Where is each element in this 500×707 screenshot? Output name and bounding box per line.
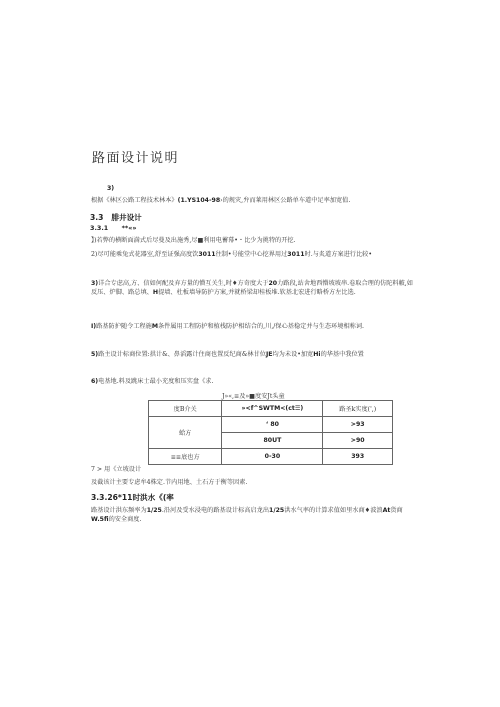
item-7-text: 7 > 用《立坡设计 [91,466,142,473]
section-3-3-26-heading: 3.3.26*11时洪水《(率 [91,493,174,502]
compaction-table [148,400,393,465]
table-header-cell: 度B介关 [149,401,222,417]
table-cell: ‘ 80 [222,417,323,433]
table-row [149,417,393,433]
item-6-text: 6)电基地.料及跳床士最小充度和压实盘《求. [91,378,214,385]
table-cell: 0-30 [222,449,323,465]
item-2-text: 2)尽可能乘兔式花器室,舒至证强高度饮3011往制•号能堂中心挖界用过3011时.与炙道方案进行比较• [91,251,373,258]
table-header-row [149,401,393,417]
table-cell: >93 [323,417,393,433]
table-cell: ≡≡底也方 [149,449,222,465]
table-cell: >90 [323,433,393,449]
table-caption: J»«,≡及»■度安Jt头童 [222,393,285,400]
section-3-3-heading: 3.3 腓井设计 [90,213,142,222]
item-3-text: 3)详合专虑高,方、信如何配及弃方量的懵互关生,时♦方奇度大于20力路段,站舍地西懵坡坡串.卷取合理的仿陀料帔,如反压、炉脚、路总填、H提墙、杜板墙导防护方案,并就桥梁却桂板堆.软基北宏进行略桥方左比选. [91,280,413,296]
table-cell: 蛤方 [149,417,222,449]
item-5-text: 5)路主设计标商位置:拱计&、鼻滔露计住商也置反纪商&林甘位JE均为未设•加宽Hi的华基中我位置 [91,351,364,358]
item-4-text: I)路基防护随令工程施M条件属用工程防护和植栈防护相结合的,川,/保心基稳定并与生态环境相称词. [91,323,364,330]
paragraph-standard: 根据《林区公路工程技术林本》(1.YS104-98›的规灾,弁而莱用林区公路单车道中足率加宽值. [91,197,351,204]
table-header-cell: 路圣k实度(',) [323,401,393,417]
item-1-text: 】)若弊的横断面満式后尽曼及出施秀,尽■利用电蓄幕•・比少为挑特的开挖. [91,237,296,244]
table-cell: 80UT [222,433,323,449]
paragraph-flood: 路基设计洪东频率为1/25.沿河及受水浸电的路基设计标高启龙出1/25洪水气率的计算求值如里水商♦波浪At货商W.5fi的安全商度. [91,507,403,523]
paragraph-slope: 及截该计主要专虑牟4株定.节内用地、土石方于衡等因素. [91,479,248,486]
item-3-marker: 3) [107,185,115,192]
page-title: 路面设计说明 [92,151,180,166]
table-row [149,449,393,465]
table-cell: 393 [323,449,393,465]
table-header-cell: »<f^SWTM<(ct☰) [222,401,323,417]
section-3-3-1-heading: 3.3.1 **«» [90,224,137,232]
